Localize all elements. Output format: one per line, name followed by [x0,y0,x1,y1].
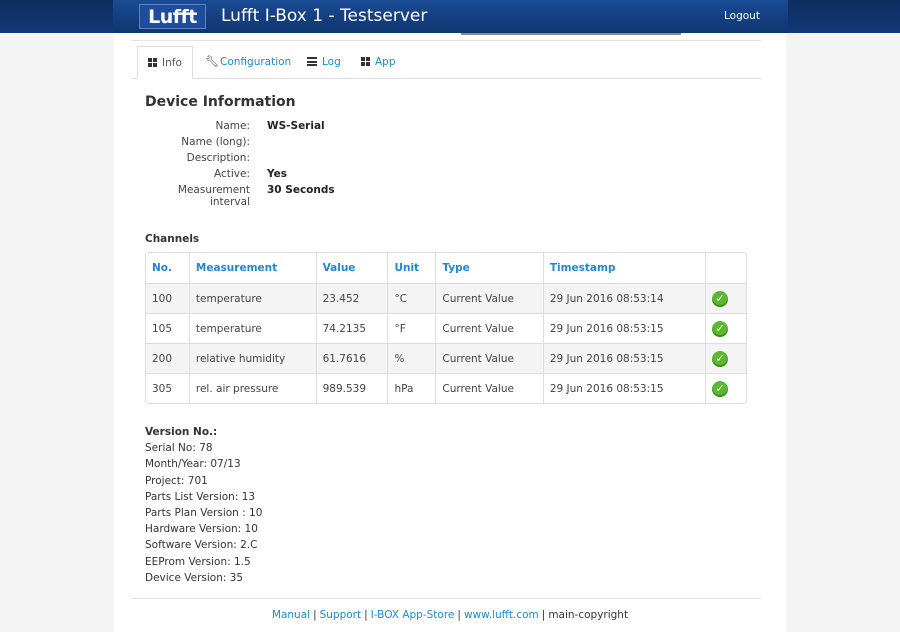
cell-timestamp: 29 Jun 2016 08:53:15 [543,373,705,403]
cell-no: 100 [146,283,189,313]
cell-type: Current Value [435,313,542,343]
logout-link[interactable]: Logout [724,10,760,22]
version-line: Month/Year: 07/13 [145,458,241,471]
cell-type: Current Value [435,343,542,373]
logo-text: Lufft [148,5,197,28]
check-circle-icon: ✓ [712,351,728,367]
table-row [146,343,746,373]
tab-configuration[interactable] [205,46,291,77]
tab-log[interactable] [307,46,341,77]
version-line: Hardware Version: 10 [145,523,258,536]
version-line: Software Version: 2.C [145,539,258,552]
footer-separator: | [364,609,368,621]
version-line: Project: 701 [145,474,208,487]
tab-label: App [375,55,396,68]
info-row-active [145,168,545,184]
footer-link-manual[interactable]: Manual [271,609,311,621]
column-header-measurement[interactable]: Measurement [189,253,316,283]
footer-separator: | [457,609,461,621]
tab-app[interactable] [361,46,396,77]
footer-divider [131,598,761,599]
cell-measurement: temperature [189,283,316,313]
tab-info[interactable] [137,46,193,79]
grid-icon [361,57,370,66]
footer-separator: | [541,609,546,621]
cell-timestamp: 29 Jun 2016 08:53:15 [543,343,705,373]
channels-table [145,252,747,404]
field-label: Active: [213,168,250,180]
device-information-heading: Device Information [145,94,296,110]
field-label: Name: [215,120,250,132]
wrench-icon: 🔧︎ [205,55,219,68]
footer [0,609,900,621]
cell-status [705,373,746,403]
version-line: Parts List Version: 13 [145,490,256,503]
version-line: EEProm Version: 1.5 [145,555,251,568]
version-line: Device Version: 35 [145,571,244,584]
footer-separator: | [313,609,317,621]
scrolled-content-edge [131,33,761,41]
check-circle-icon: ✓ [712,381,728,397]
column-header-value[interactable]: Value [316,253,388,283]
cell-measurement: temperature [189,313,316,343]
cell-type: Current Value [435,283,542,313]
navbar-inner [113,0,788,33]
field-label: Name (long): [181,136,250,148]
check-circle-icon: ✓ [712,291,728,307]
cell-unit: hPa [387,373,435,403]
cell-unit: % [387,343,435,373]
field-value: 30 Seconds [267,184,335,196]
column-header-type[interactable]: Type [435,253,542,283]
cell-no: 305 [146,373,189,403]
version-heading: Version No.: [145,426,218,438]
tab-label: Info [162,56,182,69]
cell-status [705,313,746,343]
grid-icon [148,58,157,67]
field-value: Yes [267,168,288,180]
tab-label: Configuration [220,55,292,68]
tab-label: Log [322,55,341,68]
cell-measurement: relative humidity [189,343,316,373]
cell-unit: °F [387,313,435,343]
check-circle-icon: ✓ [712,321,728,337]
app-title: Lufft I-Box 1 - Testserver [221,6,428,26]
cell-unit: °C [387,283,435,313]
cell-value: 74.2135 [316,313,388,343]
field-label: Description: [186,152,250,164]
info-row-description [145,152,545,168]
info-row-interval [145,184,545,208]
info-row-name-long [145,136,545,152]
version-info [145,424,262,586]
table-row [146,313,746,343]
footer-link-app-store[interactable]: I-BOX App-Store [370,609,455,621]
field-label: Measurement interval [177,184,250,208]
list-icon [307,57,317,66]
column-header-timestamp[interactable]: Timestamp [543,253,705,283]
cell-type: Current Value [435,373,542,403]
footer-link-support[interactable]: Support [319,609,362,621]
channels-heading: Channels [145,233,200,245]
cell-timestamp: 29 Jun 2016 08:53:15 [543,313,705,343]
column-header-status [705,253,746,283]
table-header-row [146,253,746,283]
cell-measurement: rel. air pressure [189,373,316,403]
cell-no: 200 [146,343,189,373]
column-header-unit[interactable]: Unit [387,253,435,283]
cell-value: 989.539 [316,373,388,403]
cell-status [705,283,746,313]
version-line: Serial No: 78 [145,442,213,455]
cell-value: 61.7616 [316,343,388,373]
cell-value: 23.452 [316,283,388,313]
column-header-no[interactable]: No. [152,262,172,274]
table-row [146,373,746,403]
cell-no: 105 [146,313,189,343]
table-row [146,283,746,313]
info-row-name [145,120,545,136]
version-line: Parts Plan Version : 10 [145,507,263,520]
footer-link-website[interactable]: www.lufft.com [463,609,539,621]
tab-bar [131,46,761,79]
lufft-logo[interactable] [139,4,206,29]
footer-copyright: main-copyright [548,609,629,621]
cell-timestamp: 29 Jun 2016 08:53:14 [543,283,705,313]
field-value: WS-Serial [267,120,325,132]
clipped-text-fragment [461,33,681,35]
cell-status [705,343,746,373]
